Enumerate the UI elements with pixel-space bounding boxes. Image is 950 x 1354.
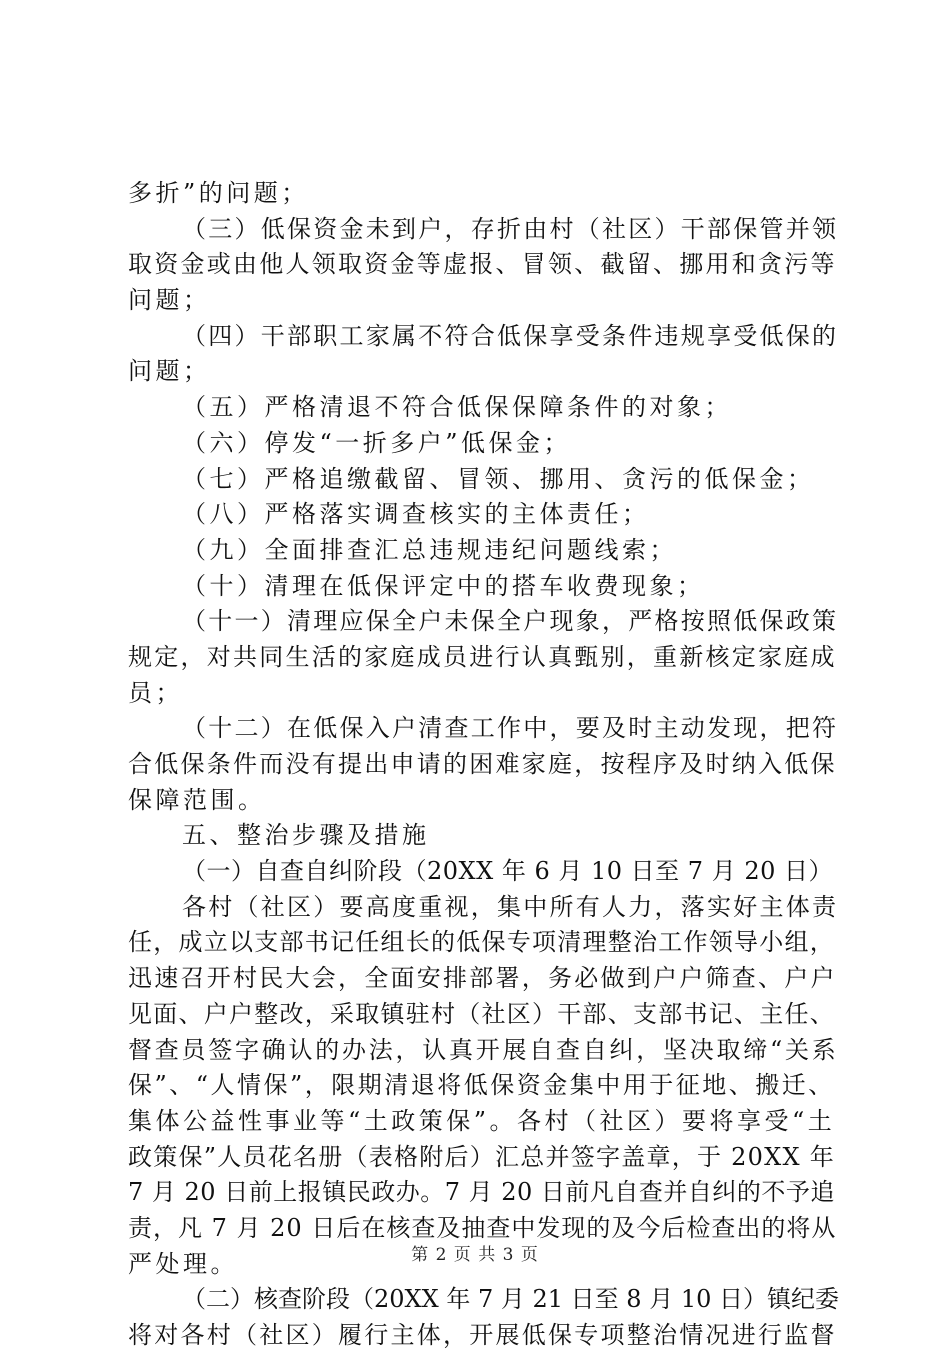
text-line: 集体公益性事业等“土政策保”。各村（社区）要将享受“土 xyxy=(128,1106,836,1135)
text-line: （五）严格清退不符合低保保障条件的对象； xyxy=(182,393,732,422)
text-line: 迅速召开村民大会，全面安排部署，务必做到户户筛查、户户 xyxy=(128,964,837,993)
text-line: 责，凡 7 月 20 日后在核查及抽查中发现的及今后检查出的将从 xyxy=(128,1213,837,1242)
text-line: 见面、户户整改，采取镇驻村（社区）干部、支部书记、主任、 xyxy=(128,999,835,1028)
text-line: 规定，对共同生活的家庭成员进行认真甄别，重新核定家庭成 xyxy=(128,642,837,671)
text-line: 问题； xyxy=(128,286,211,315)
text-line: 保”、“人情保”，限期清退将低保资金集中用于征地、搬迁、 xyxy=(128,1071,835,1100)
text-line: 问题； xyxy=(128,357,211,386)
text-line: （十）清理在低保评定中的搭车收费现象； xyxy=(182,571,705,600)
text-line: 合低保条件而没有提出申请的困难家庭，按程序及时纳入低保 xyxy=(128,750,837,778)
text-line: 取资金或由他人领取资金等虚报、冒领、截留、挪用和贪污等 xyxy=(128,250,837,279)
text-line: 五、整治步骤及措施 xyxy=(182,821,430,850)
text-line: 保障范围。 xyxy=(128,785,266,814)
text-line: 多折”的问题； xyxy=(128,179,309,207)
text-line: 员； xyxy=(128,678,183,707)
text-line: 督查员签字确认的办法，认真开展自查自纠，坚决取缔“关系 xyxy=(128,1035,839,1064)
text-line: （一）自查自纠阶段（20XX 年 6 月 10 日至 7 月 20 日） xyxy=(182,857,833,886)
text-line: 任，成立以支部书记任组长的低保专项清理整治工作领导小组， xyxy=(128,928,835,957)
text-line: （四）干部职工家属不符合低保享受条件违规享受低保的 xyxy=(182,321,839,350)
text-line: （二）核查阶段（20XX 年 7 月 21 日至 8 月 10 日）镇纪委 xyxy=(182,1285,839,1314)
text-line: （六）停发“一折多户”低保金； xyxy=(182,428,572,457)
text-line: （九）全面排查汇总违规违纪问题线索； xyxy=(182,535,677,564)
text-line: 7 月 20 日前上报镇民政办。7 月 20 日前凡自查并自纠的不予追 xyxy=(128,1178,835,1207)
text-line: 严处理。 xyxy=(128,1249,238,1278)
text-line: 各村（社区）要高度重视，集中所有人力，落实好主体责 xyxy=(182,892,839,921)
text-line: （十二）在低保入户清查工作中，要及时主动发现，把符 xyxy=(182,714,839,743)
page-footer: 第 2 页 共 3 页 xyxy=(411,1245,539,1265)
text-line: 政策保”人员花名册（表格附后）汇总并签字盖章，于 20XX 年 xyxy=(128,1142,835,1171)
text-line: （三）低保资金未到户，存折由村（社区）干部保管并领 xyxy=(182,214,839,243)
document-body xyxy=(128,176,838,1354)
text-line: （八）严格落实调查核实的主体责任； xyxy=(182,500,650,529)
text-line: （七）严格追缴截留、冒领、挪用、贪污的低保金； xyxy=(182,464,815,493)
text-line: （十一）清理应保全户未保全户现象，严格按照低保政策 xyxy=(182,607,839,636)
text-line: 将对各村（社区）履行主体，开展低保专项整治情况进行监督 xyxy=(128,1321,837,1349)
